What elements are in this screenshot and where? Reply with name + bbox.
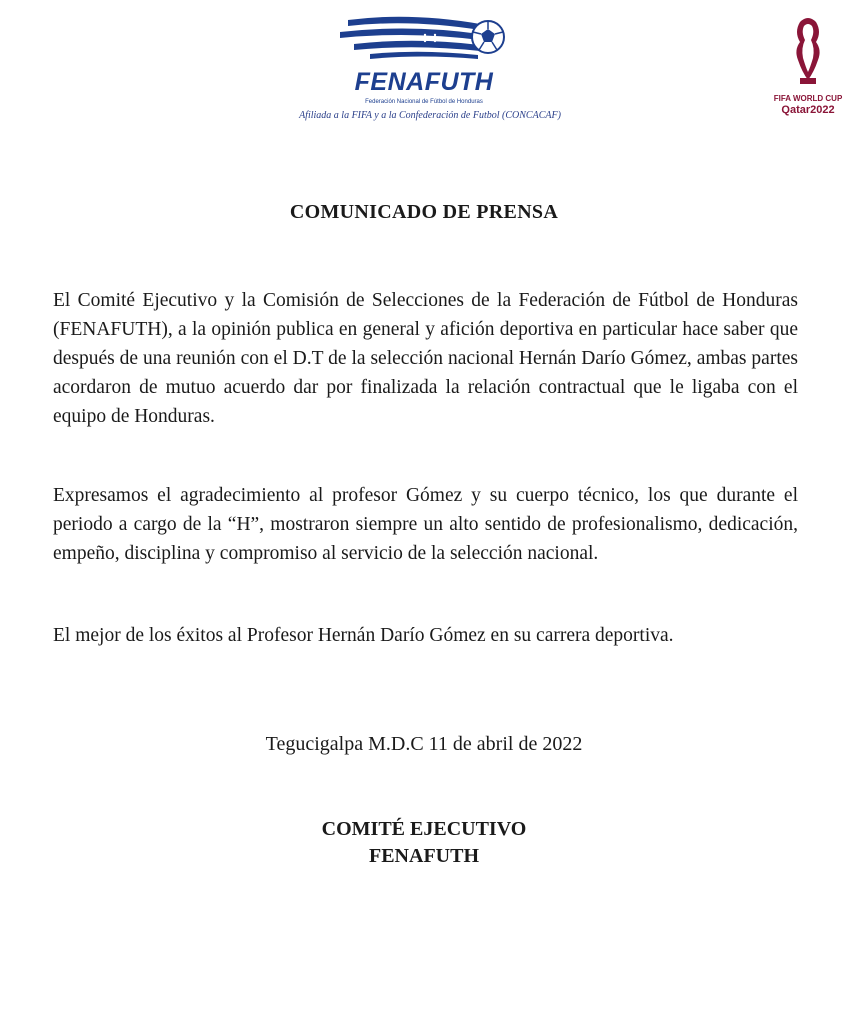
world-cup-logo — [760, 14, 856, 124]
paragraph-1: El Comité Ejecutivo y la Comisión de Selecciones de la Federación de Fútbol de Honduras (FENAFUTH), a la opinión publica en general y afición deportiva en particular hace saber que después de una reunión con el D.T de la selección nacional Hernán Darío Gómez, ambas partes acordaron de mutuo acuerdo dar por finalizada la relación contractual que le ligaba con el equipo de Honduras. — [53, 290, 798, 427]
signature-line-1: COMITÉ EJECUTIVO — [321, 818, 527, 840]
signature-line-2: FENAFUTH — [369, 845, 479, 867]
world-cup-label: FIFA WORLD CUP — [773, 94, 843, 103]
document-title: COMUNICADO DE PRENSA — [289, 201, 559, 223]
qatar-label: Qatar2022 — [781, 104, 835, 116]
flag-ball-emblem-icon — [330, 10, 520, 70]
paragraph-3: El mejor de los éxitos al Profesor Hernán Darío Gómez en su carrera deportiva. — [53, 625, 674, 646]
world-cup-emblem-icon — [760, 14, 856, 94]
letterhead — [0, 0, 868, 135]
fenafuth-logo — [330, 10, 520, 105]
paragraph-2: Expresamos el agradecimiento al profesor Gómez y su cuerpo técnico, los que durante el periodo a cargo de la “H”, mostraron siempre un alto sentido de profesionalismo, dedicación, empeño, disciplina y compromiso al servicio de la selección nacional. — [53, 485, 798, 564]
dateline: Tegucigalpa M.D.C 11 de abril de 2022 — [265, 733, 583, 755]
logo-subtitle: Federación Nacional de Fútbol de Honduras — [365, 99, 483, 105]
logo-wordmark: FENAFUTH — [354, 68, 494, 96]
affiliation-line: Afiliada a la FIFA y a la Confederación de Futbol (CONCACAF) — [299, 110, 561, 121]
